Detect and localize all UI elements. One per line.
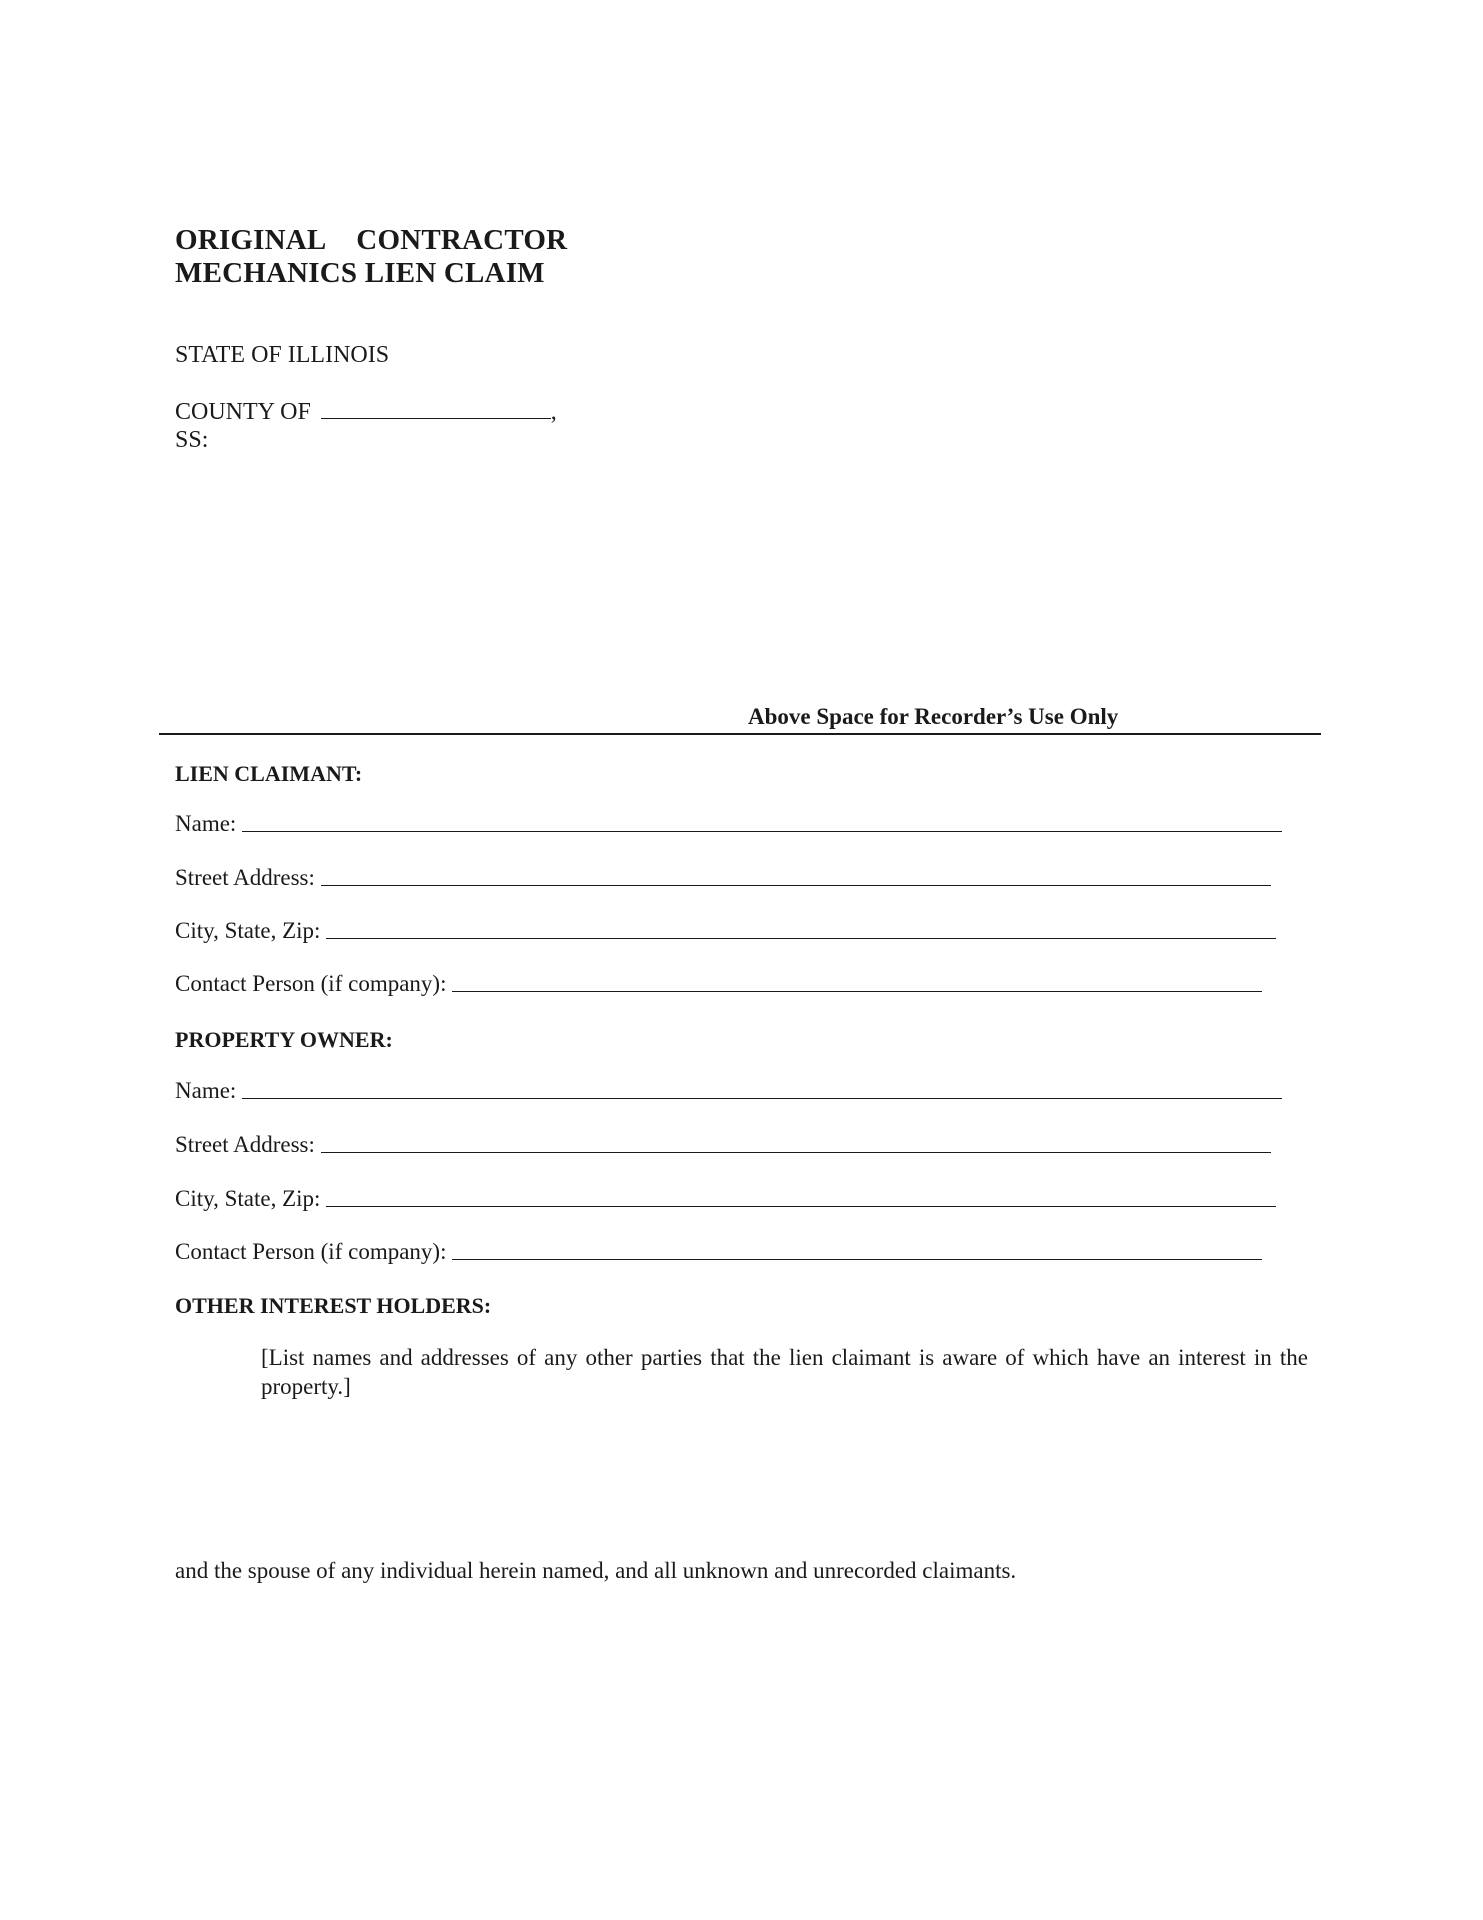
other-interest-instruction: [List names and addresses of any other parties that the lien claimant is aware of which have an interest in the property.]: [261, 1345, 1308, 1399]
lien-claimant-contact-field[interactable]: [452, 971, 1262, 992]
recorder-divider: [159, 733, 1321, 735]
field-label: City, State, Zip:: [175, 1186, 321, 1211]
property-owner-street-field[interactable]: [321, 1132, 1271, 1153]
county-suffix: ,: [550, 399, 557, 425]
recorder-space-note: Above Space for Recorder’s Use Only: [748, 704, 1119, 729]
lien-claimant-street-row: [175, 865, 1271, 891]
lien-claimant-city-row: [175, 918, 1276, 944]
county-block: [175, 396, 557, 454]
lien-claimant-heading: LIEN CLAIMANT:: [175, 761, 363, 786]
other-interest-heading: OTHER INTEREST HOLDERS:: [175, 1293, 492, 1318]
county-blank-field[interactable]: [321, 396, 551, 419]
property-owner-heading: PROPERTY OWNER:: [175, 1027, 393, 1052]
property-owner-contact-row: [175, 1239, 1262, 1265]
field-label: Name:: [175, 1078, 237, 1103]
document-title: [175, 224, 567, 290]
state-line: STATE OF ILLINOIS: [175, 342, 390, 368]
field-label: Name:: [175, 811, 237, 836]
field-label: Street Address:: [175, 865, 315, 890]
ss-label: SS:: [175, 427, 209, 453]
property-owner-name-row: [175, 1078, 1282, 1104]
property-owner-name-field[interactable]: [242, 1078, 1282, 1099]
field-label: Street Address:: [175, 1132, 315, 1157]
lien-claimant-contact-row: [175, 971, 1262, 997]
title-line-2: MECHANICS LIEN CLAIM: [175, 257, 545, 289]
property-owner-city-row: [175, 1186, 1276, 1212]
county-label: COUNTY OF: [175, 399, 311, 425]
property-owner-contact-field[interactable]: [452, 1239, 1262, 1260]
title-line-1: ORIGINAL CONTRACTOR: [175, 224, 568, 256]
lien-claimant-city-field[interactable]: [326, 918, 1276, 939]
property-owner-city-field[interactable]: [326, 1186, 1276, 1207]
field-label: City, State, Zip:: [175, 918, 321, 943]
property-owner-street-row: [175, 1132, 1271, 1158]
closing-statement: and the spouse of any individual herein named, and all unknown and unrecorded claimants.: [175, 1558, 1017, 1583]
lien-claimant-name-row: [175, 811, 1282, 837]
lien-claimant-street-field[interactable]: [321, 865, 1271, 886]
field-label: Contact Person (if company):: [175, 971, 447, 996]
lien-claimant-name-field[interactable]: [242, 811, 1282, 832]
field-label: Contact Person (if company):: [175, 1239, 447, 1264]
